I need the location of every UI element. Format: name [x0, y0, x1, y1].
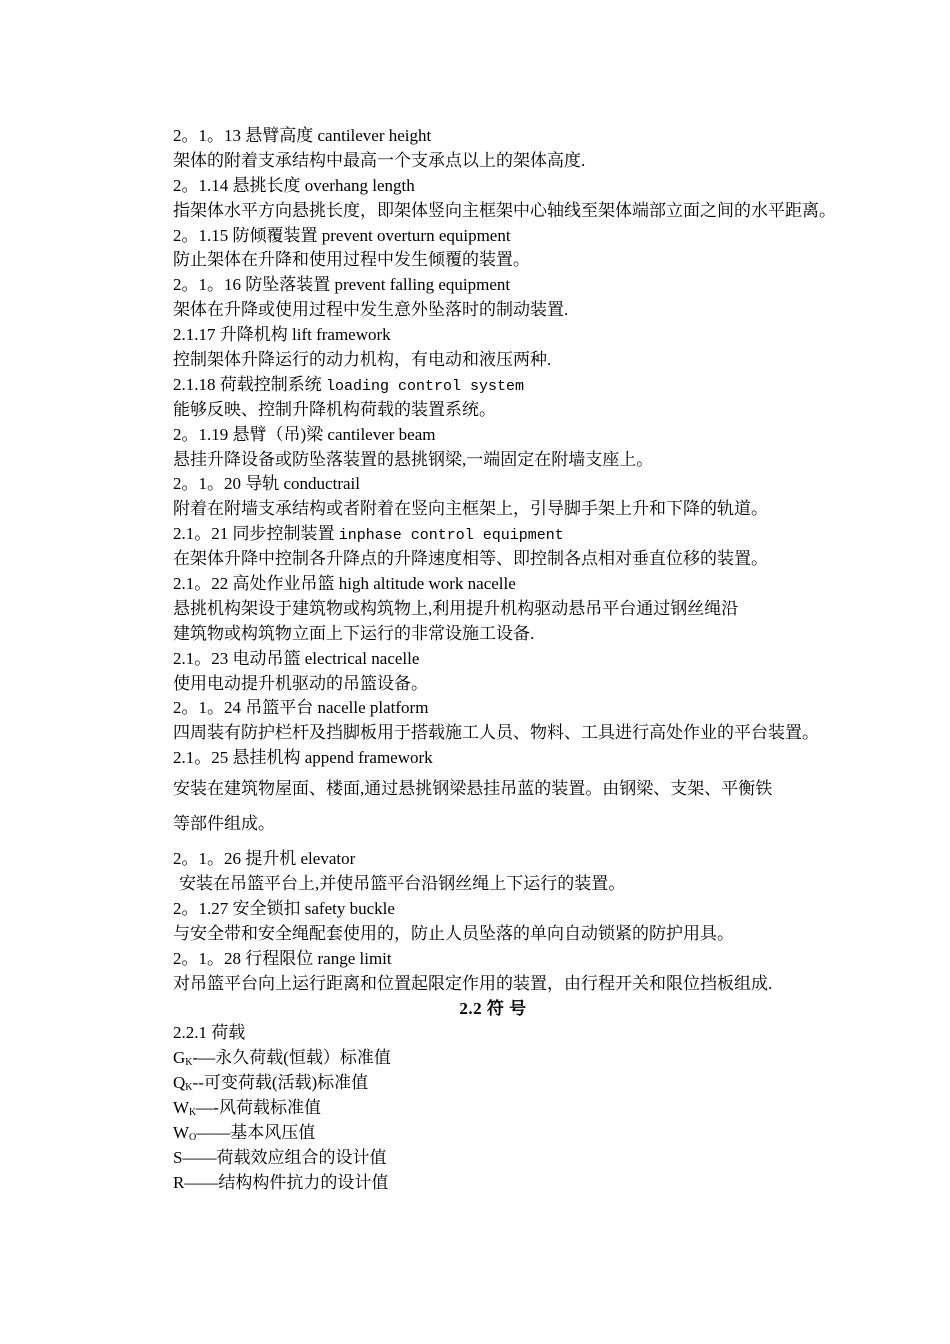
- term-heading-en: inphase control equipment: [338, 527, 564, 545]
- subsection-title: 2.2.1 荷载: [173, 1023, 246, 1043]
- term-heading-2-1-27: 2。1.27 安全锁扣 safety buckle: [173, 898, 395, 918]
- section-title: 2.2 符 号: [459, 998, 527, 1018]
- term-desc-2-1-19: 悬挂升降设备或防坠落装置的悬挑钢梁,一端固定在附墙支座上。: [173, 449, 654, 469]
- symbol-row: [173, 1046, 933, 1071]
- symbol-definition: -—永久荷载(恒载）标准值: [192, 1048, 391, 1068]
- term-heading-2-1-20: 2。1。20 导轨 conductrail: [173, 474, 360, 494]
- symbol-subscript: K: [185, 1082, 193, 1094]
- term-desc-2-1-28: 对吊篮平台向上运行距离和位置起限定作用的装置，由行程开关和限位挡板组成.: [173, 973, 773, 993]
- term-desc-2-1-24: 四周装有防护栏杆及挡脚板用于搭载施工人员、物料、工具进行高处作业的平台装置。: [173, 723, 819, 743]
- symbol-row: [173, 1121, 933, 1146]
- symbol-definition: --可变荷载(活载)标准值: [192, 1073, 369, 1093]
- term-desc-2-1-22-cont: 建筑物或构筑物立面上下运行的非常设施工设备.: [173, 623, 535, 643]
- symbol-subscript: O: [189, 1131, 197, 1143]
- term-desc-2-1-15: 防止架体在升降和使用过程中发生倾覆的装置。: [173, 250, 530, 270]
- term-desc-2-1-18: 能够反映、控制升降机构荷载的装置系统。: [173, 399, 496, 419]
- symbol-letter: W: [173, 1122, 190, 1142]
- term-heading-2-1-18: [173, 373, 933, 398]
- term-heading-2-1-23: 2.1。23 电动吊篮 electrical nacelle: [173, 648, 420, 668]
- term-heading-cn: 2.1。21 同步控制装置: [173, 524, 339, 544]
- term-desc-2-1-17: 控制架体升降运行的动力机构，有电动和液压两种.: [173, 350, 552, 370]
- symbol-subscript: K: [185, 1057, 193, 1069]
- document-page: [173, 124, 933, 1196]
- term-heading-2-1-21: [173, 522, 933, 547]
- term-desc-2-1-20: 附着在附墙支承结构或者附着在竖向主框架上，引导脚手架上升和下降的轨道。: [173, 499, 768, 519]
- term-heading-2-1-13: 2。1。13 悬臂高度 cantilever height: [173, 126, 432, 145]
- term-desc-2-1-26: 安装在吊篮平台上,并使吊篮平台沿钢丝绳上下运行的装置。: [179, 874, 626, 894]
- term-desc-2-1-13: 架体的附着支承结构中最高一个支承点以上的架体高度.: [173, 150, 586, 170]
- term-desc-2-1-23: 使用电动提升机驱动的吊篮设备。: [173, 673, 428, 693]
- symbol-subscript: K: [189, 1107, 197, 1119]
- symbol-definition: ——荷载效应组合的设计值: [182, 1147, 387, 1167]
- symbol-definition: ——结构构件抗力的设计值: [184, 1172, 389, 1192]
- term-heading-2-1-24: 2。1。24 吊篮平台 nacelle platform: [173, 698, 429, 718]
- symbol-row: [173, 1146, 933, 1171]
- term-heading-cn: 2.1.18 荷载控制系统: [173, 374, 326, 394]
- symbol-letter: W: [173, 1098, 190, 1118]
- term-desc-2-1-14: 指架体水平方向悬挑长度，即架体竖向主框架中心轴线至架体端部立面之间的水平距离。: [173, 200, 836, 220]
- symbol-row: [173, 1096, 933, 1121]
- term-heading-2-1-25: 2.1。25 悬挂机构 append framework: [173, 748, 433, 768]
- term-desc-2-1-16: 架体在升降或使用过程中发生意外坠落时的制动装置.: [173, 300, 569, 320]
- term-heading-2-1-14: 2。1.14 悬挑长度 overhang length: [173, 175, 415, 195]
- term-heading-2-1-19: 2。1.19 悬臂（吊)梁 cantilever beam: [173, 424, 436, 444]
- term-heading-2-1-28: 2。1。28 行程限位 range limit: [173, 948, 392, 968]
- term-heading-en: loading control system: [326, 377, 525, 395]
- term-desc-2-1-27: 与安全带和安全绳配套使用的，防止人员坠落的单向自动锁紧的防护用具。: [173, 923, 734, 943]
- symbol-definition: ——基本风压值: [196, 1122, 316, 1142]
- term-desc-2-1-25-cont: 等部件组成。: [173, 814, 275, 834]
- term-heading-2-1-17: 2.1.17 升降机构 lift framework: [173, 325, 391, 345]
- term-heading-2-1-16: 2。1。16 防坠落装置 prevent falling equipment: [173, 275, 511, 295]
- symbol-row: [173, 1171, 933, 1196]
- symbol-letter: Q: [173, 1073, 186, 1093]
- term-heading-2-1-22: 2.1。22 高处作业吊篮 high altitude work nacelle: [173, 574, 516, 594]
- symbol-row: [173, 1071, 933, 1096]
- symbol-letter: S: [173, 1147, 183, 1167]
- symbol-letter: R: [173, 1172, 185, 1192]
- term-desc-2-1-25: 安装在建筑物屋面、楼面,通过悬挑钢梁悬挂吊蓝的装置。由钢梁、支架、平衡铁: [173, 779, 773, 799]
- symbol-letter: G: [173, 1048, 186, 1068]
- term-desc-2-1-22: 悬挑机构架设于建筑物或构筑物上,利用提升机构驱动悬吊平台通过钢丝绳沿: [173, 598, 739, 618]
- term-desc-2-1-21: 在架体升降中控制各升降点的升降速度相等、即控制各点相对垂直位移的装置。: [173, 549, 768, 569]
- term-heading-2-1-15: 2。1.15 防倾覆装置 prevent overturn equipment: [173, 225, 511, 245]
- term-heading-2-1-26: 2。1。26 提升机 elevator: [173, 849, 356, 869]
- symbol-definition: —-风荷载标准值: [196, 1098, 321, 1118]
